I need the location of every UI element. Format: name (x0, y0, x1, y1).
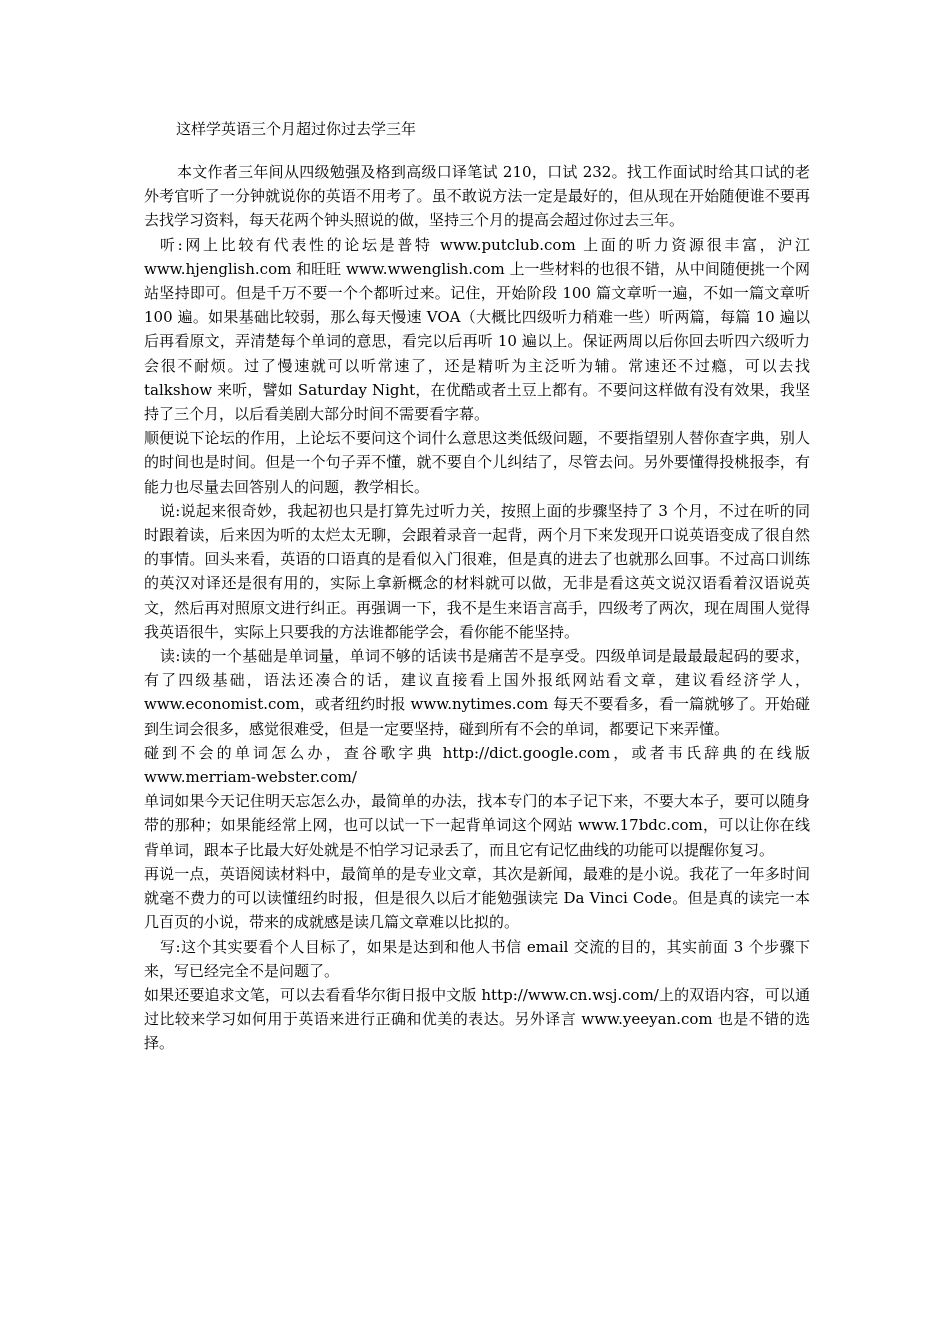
paragraph-read: 读:读的一个基础是单词量，单词不够的话读书是痛苦不是享受。四级单词是最最最起码的要求，有了四级基础，语法还凑合的话，建议直接看上国外报纸网站看文章，建议看经济学人，www.economist.com，或者纽约时报 www.nytimes.com 每天不要看多，看一篇就够了。开始碰到生词会很多，感觉很难受，但是一定要坚持，碰到所有不会的单词，都要记下来弄懂。 (144, 647, 810, 738)
paragraph-speak: 说:说起来很奇妙，我起初也只是打算先过听力关，按照上面的步骤坚持了 3 个月，不过在听的同时跟着读，后来因为听的太烂太无聊，会跟着录音一起背，两个月下来发现开口说英语变成了很自然的事情。回头来看，英语的口语真的是看似入门很难，但是真的进去了也就那么回事。不过高口训练的英汉对译还是很有用的，实际上拿新概念的材料就可以做，无非是看这英文说汉语看着汉语说英文，然后再对照原文进行纠正。再强调一下，我不是生来语言高手，四级考了两次，现在周围人觉得我英语很牛，实际上只要我的方法谁都能学会，看你能不能坚持。 (144, 501, 810, 641)
paragraph-listen: 听:网上比较有代表性的论坛是普特 www.putclub.com 上面的听力资源很丰富，沪江 www.hjenglish.com 和旺旺 www.wwenglish.com 上一些材料的也很不错，从中间随便挑一个网站坚持即可。但是千万不要一个个都听过来。记住，开始阶段 100 篇文章听一遍，不如一篇文章听 100 遍。如果基础比较弱，那么每天慢速 VOA（大概比四级听力稍难一些）听两篇，每篇 10 遍以后再看原文，弄清楚每个单词的意思，看完以后再听 10 遍以上。保证两周以后你回去听四六级听力会很不耐烦。过了慢速就可以听常速了，还是精听为主泛听为辅。常速还不过瘾，可以去找 talkshow 来听，譬如 Saturday Night，在优酷或者土豆上都有。不要问这样做有没有效果，我坚持了三个月，以后看美剧大部分时间不需要看字幕。 (144, 235, 810, 424)
document-body (144, 117, 810, 1056)
paragraph-materials: 再说一点，英语阅读材料中，最简单的是专业文章，其次是新闻，最难的是小说。我花了一年多时间就毫不费力的可以读懂纽约时报，但是很久以后才能勉强读完 Da Vinci Code。但是真的读完一本几百页的小说，带来的成就感是读几篇文章难以比拟的。 (144, 864, 810, 932)
document-title: 这样学英语三个月超过你过去学三年 (176, 120, 417, 138)
paragraph-style: 如果还要追求文笔，可以去看看华尔街日报中文版 http://www.cn.wsj.com/上的双语内容，可以通过比较来学习如何用于英语来进行正确和优美的表达。另外译言 www.yeeyan.com 也是不错的选择。 (144, 985, 810, 1053)
paragraph-write: 写:这个其实要看个人目标了，如果是达到和他人书信 email 交流的目的，其实前面 3 个步骤下来，写已经完全不是问题了。 (144, 937, 810, 980)
paragraph-forum: 顺便说下论坛的作用，上论坛不要问这个词什么意思这类低级问题，不要指望别人替你查字典，别人的时间也是时间。但是一个句子弄不懂，就不要自个儿纠结了，尽管去问。另外要懂得投桃报李，有能力也尽量去回答别人的问题，教学相长。 (144, 429, 810, 496)
paragraph-intro: 本文作者三年间从四级勉强及格到高级口译笔试 210，口试 232。找工作面试时给其口试的老外考官听了一分钟就说你的英语不用考了。虽不敢说方法一定是最好的，但从现在开始随便谁不要再去找学习资料，每天花两个钟头照说的做，坚持三个月的提高会超过你过去三年。 (144, 163, 810, 230)
paragraph-dict: 碰到不会的单词怎么办，查谷歌字典 http://dict.google.com，或者韦氏辞典的在线版 www.merriam-webster.com/ (144, 743, 810, 787)
paragraph-memorize: 单词如果今天记住明天忘怎么办，最简单的办法，找本专门的本子记下来，不要大本子，要可以随身带的那种；如果能经常上网，也可以试一下一起背单词这个网站 www.17bdc.com，可以让你在线背单词，跟本子比最大好处就是不怕学习记录丢了，而且它有记忆曲线的功能可以提醒你复习。 (144, 792, 810, 859)
